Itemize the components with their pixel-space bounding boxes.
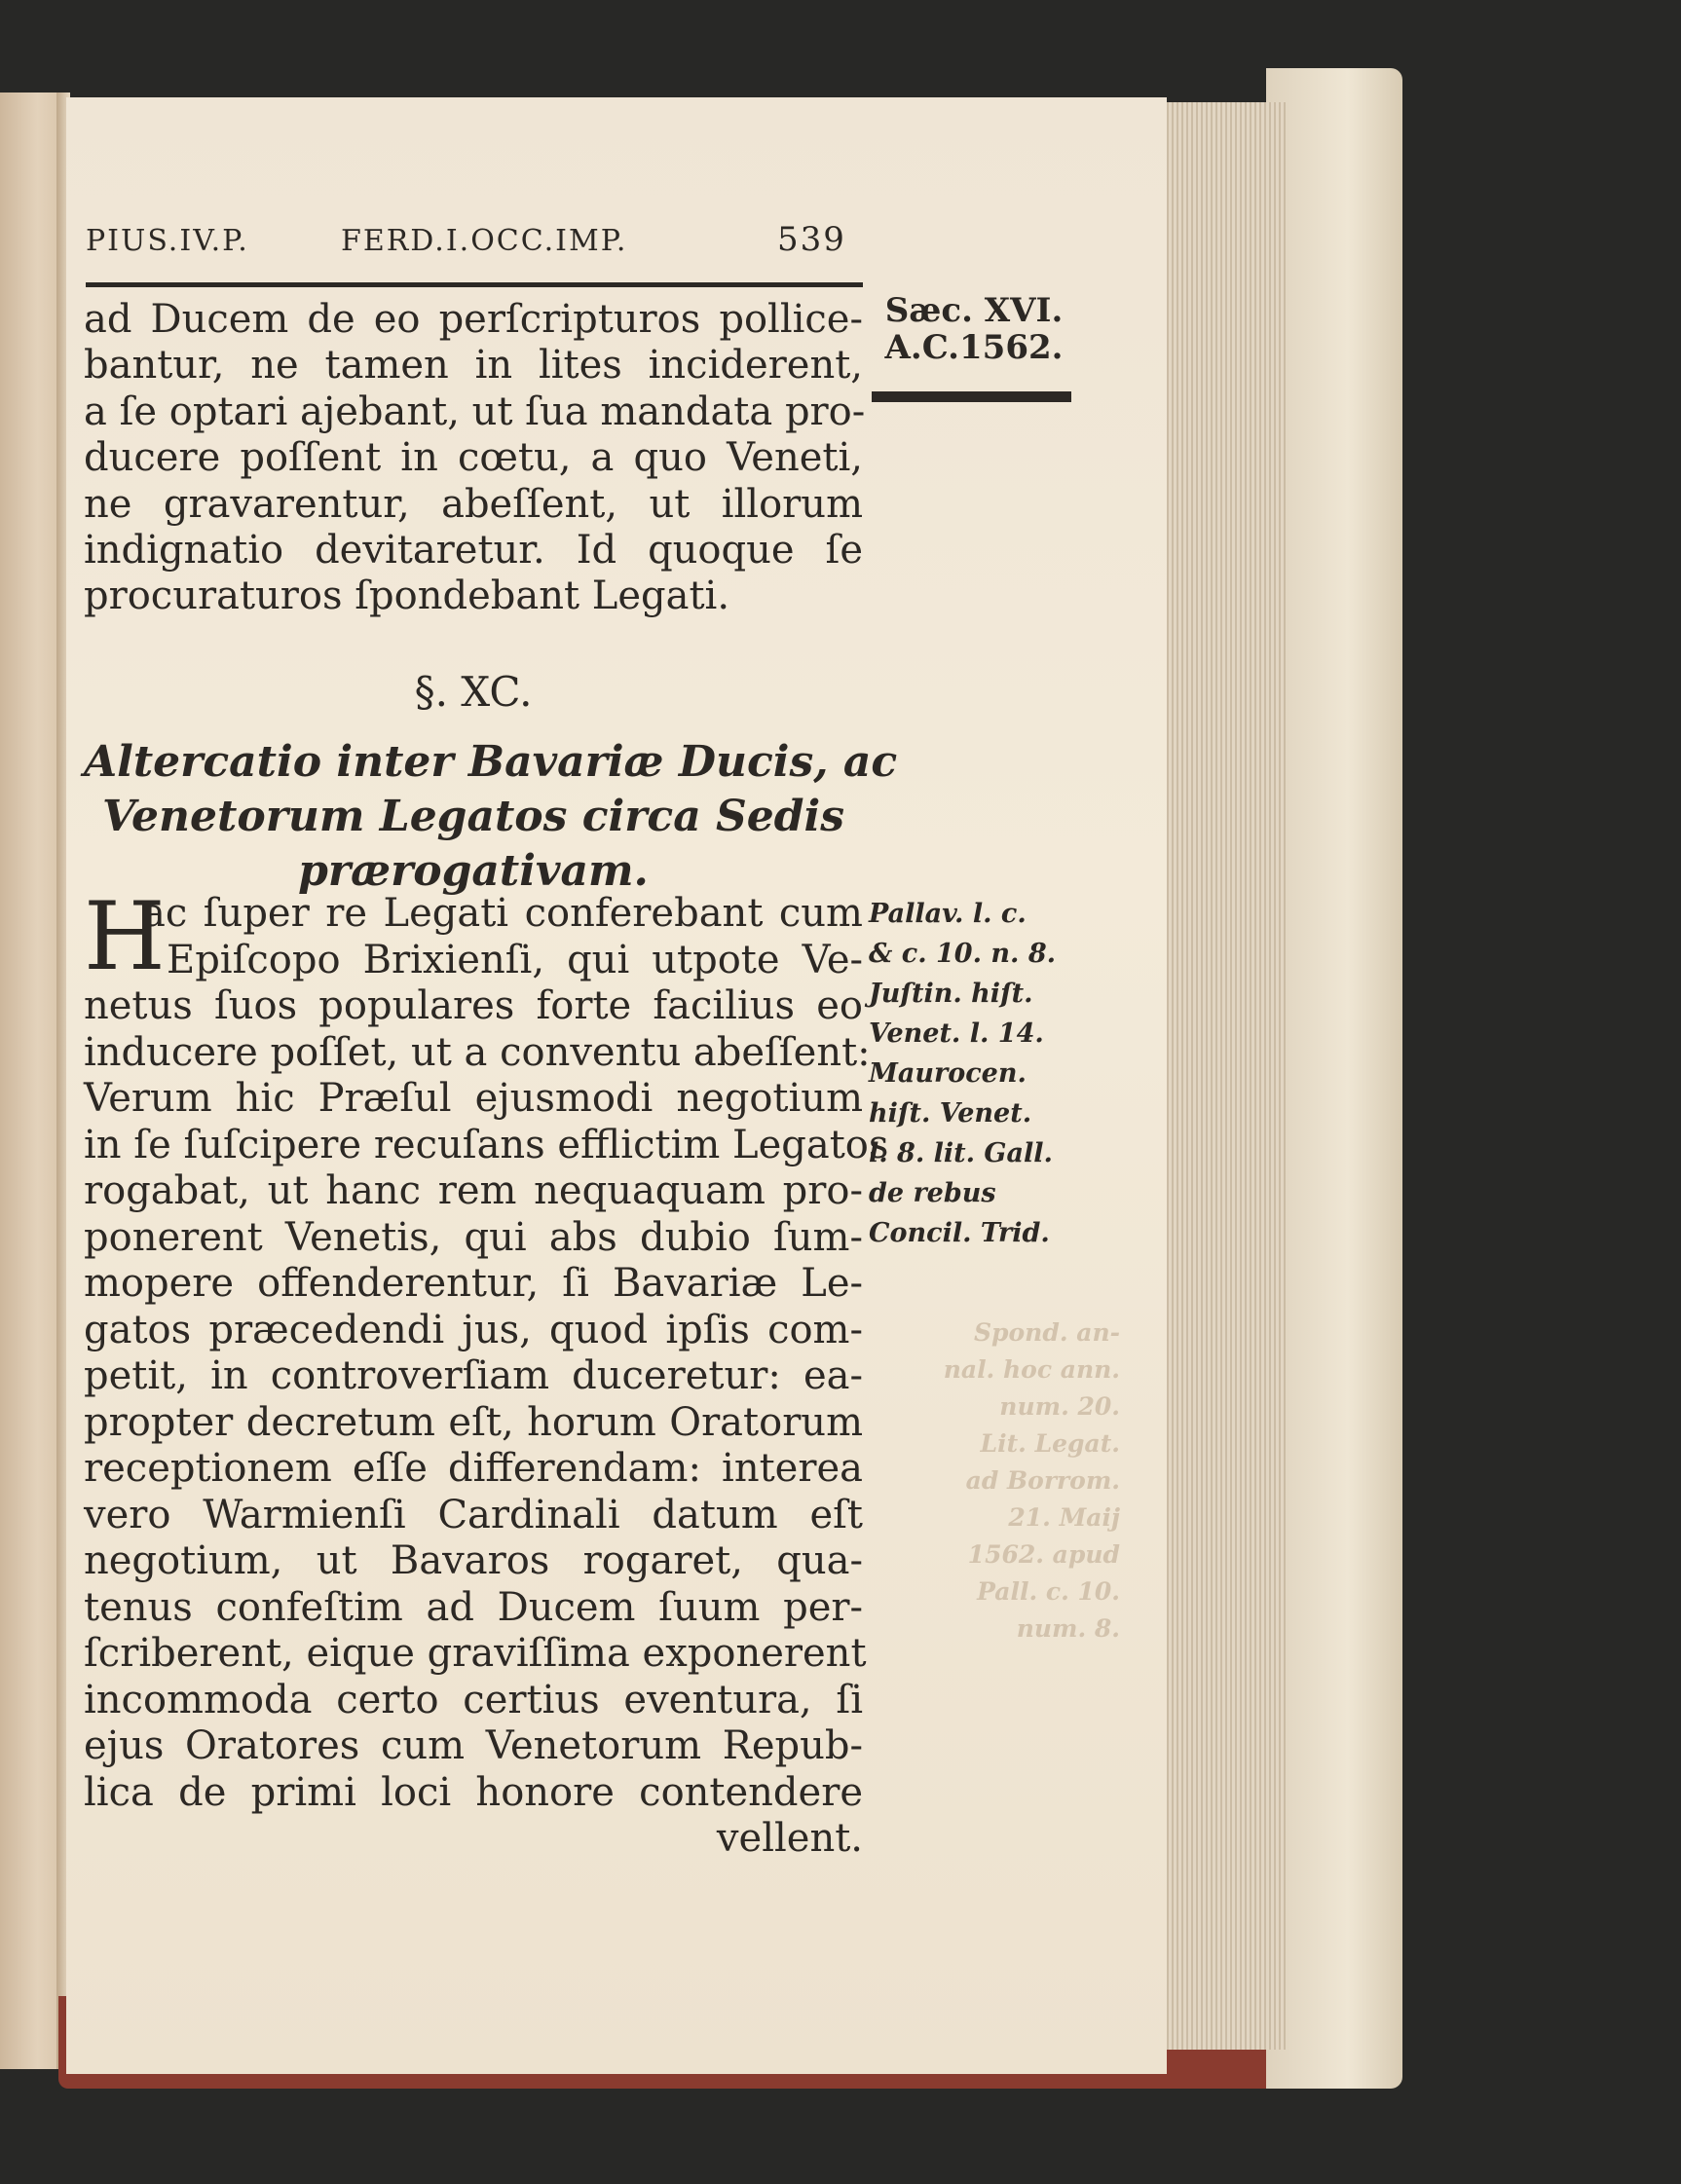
show-through-line: ad Borrom. [965, 1466, 1120, 1495]
rubric-line: prærogativam. [298, 846, 649, 896]
reference-line: Juſtin. hiſt. [869, 979, 1033, 1009]
show-through-line: 21. Maij [1008, 1503, 1120, 1532]
margin-date-century: Sæc. XVI. [884, 291, 1064, 330]
catchword: vellent. [716, 1816, 863, 1861]
reference-line: & c. 10. n. 8. [869, 939, 1057, 969]
section-rubric [84, 735, 898, 899]
text-line: ſcriberent, eique graviſſima exponerent [84, 1631, 867, 1676]
reference-line: Concil. Trid. [869, 1218, 1050, 1248]
reference-line: l. 8. lit. Gall. [869, 1138, 1053, 1168]
show-through-line: num. 20. [999, 1392, 1120, 1421]
show-through-line: num. 8. [1016, 1614, 1120, 1643]
text-line: receptionem eſſe differendam: interea [84, 1446, 863, 1491]
text-line: rogabat, ut hanc rem nequaquam pro- [84, 1168, 863, 1213]
text-line: lica de primi loci honore contendere [84, 1769, 863, 1815]
text-line: a ſe optari ajebant, ut ſua mandata pro- [84, 389, 866, 434]
book-cover-flap [1266, 68, 1402, 2089]
text-line: vero Warmienſi Cardinali datum eſt [84, 1492, 863, 1537]
text-line: in ſe ſuſcipere recuſans efflictim Legatos [84, 1122, 889, 1167]
header-left: PIUS.IV.P. [86, 224, 249, 258]
text-line: negotium, ut Bavaros rogaret, qua- [84, 1538, 863, 1583]
header-rule [86, 282, 863, 287]
text-line: ad Ducem de eo perſcripturos pollice- [84, 297, 863, 342]
page-number: 539 [777, 220, 846, 259]
show-through-line: Lit. Legat. [980, 1429, 1120, 1458]
text-line: mopere offenderentur, ſi Bavariæ Le- [84, 1261, 863, 1306]
text-line: ne gravarentur, abeſſent, ut illorum [84, 481, 863, 527]
text-line: indignatio devitaretur. Id quoque ſe [84, 527, 863, 573]
margin-rule [872, 391, 1071, 402]
margin-date [867, 292, 1081, 366]
show-through-line: nal. hoc ann. [943, 1355, 1120, 1384]
reference-line: Maurocen. [869, 1058, 1027, 1089]
text-line: tenus confeſtim ad Ducem ſuum per- [84, 1584, 863, 1630]
reference-line: Pallav. l. c. [869, 899, 1027, 929]
text-line: ponerent Venetis, qui abs dubio ſum- [84, 1214, 863, 1260]
drop-cap: H [84, 882, 166, 991]
text-line: Verum hic Præſul ejusmodi negotium [84, 1076, 863, 1121]
text-line: gatos præcedendi jus, quod ipſis com- [84, 1307, 863, 1352]
show-through-line: Spond. an- [973, 1318, 1120, 1347]
text-line: inducere poſſet, ut a conventu abeſſent: [84, 1029, 871, 1075]
marginal-references [869, 894, 1102, 1253]
text-line: ejus Oratores cum Venetorum Repub- [84, 1723, 863, 1768]
top-paragraph [84, 297, 866, 620]
section-number: §. XC. [414, 668, 533, 716]
rubric-line: Altercatio inter Bavariæ Ducis, ac [84, 737, 898, 787]
reference-line: Venet. l. 14. [869, 1018, 1044, 1049]
show-through-line: Pall. c. 10. [977, 1577, 1120, 1606]
text-line: netus ſuos populares forte facilius eo [84, 983, 863, 1028]
text-line: bantur, ne tamen in lites inciderent, [84, 343, 863, 389]
text-line: Epiſcopo Brixienſi, qui utpote Ve- [167, 937, 863, 982]
show-through-text [896, 1314, 1120, 1647]
text-line: ducere poſſent in cœtu, a quo Veneti, [84, 435, 863, 481]
main-paragraph [84, 882, 889, 1863]
running-header [86, 220, 865, 263]
show-through-line: 1562. apud [967, 1540, 1120, 1569]
header-middle: FERD.I.OCC.IMP. [341, 224, 628, 258]
reference-line: de rebus [869, 1178, 996, 1208]
text-line: ac ſuper re Legati conferebant cum [142, 891, 863, 936]
rubric-line: Venetorum Legatos circa Sedis [101, 792, 845, 841]
text-line: petit, in controverſiam duceretur: ea- [84, 1353, 863, 1398]
page-block-edges [1164, 102, 1286, 2050]
text-line: incommoda certo certius eventura, ſi [84, 1677, 863, 1722]
margin-date-year: A.C.1562. [884, 328, 1064, 367]
text-line: procuraturos ſpondebant Legati. [84, 574, 730, 619]
text-line: propter decretum eſt, horum Oratorum [84, 1399, 863, 1445]
reference-line: hiſt. Venet. [869, 1098, 1032, 1129]
